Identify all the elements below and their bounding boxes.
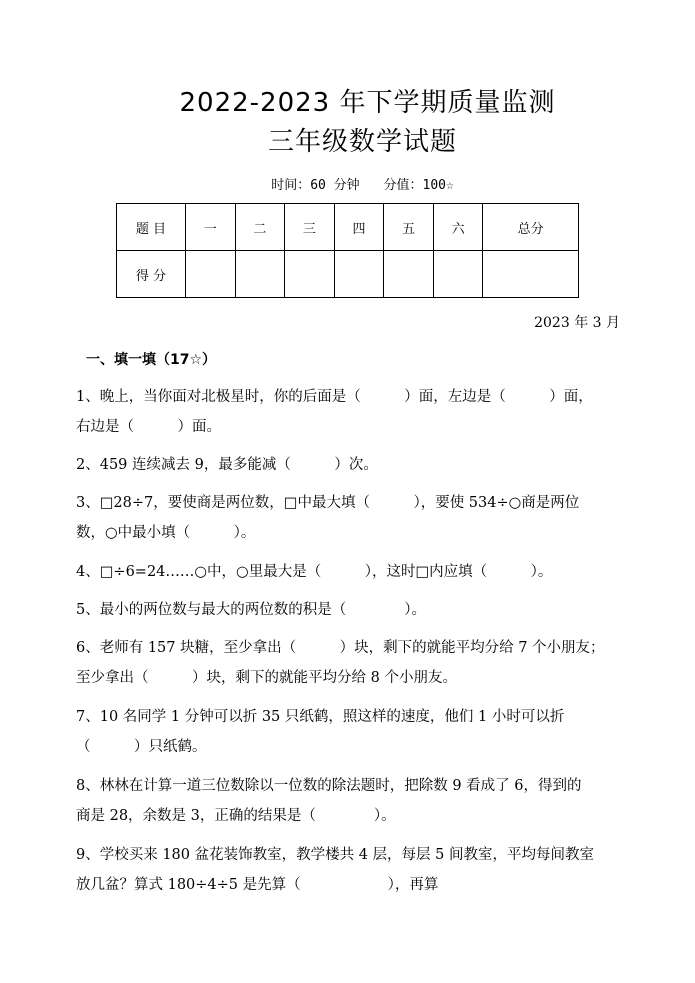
- question-line: 数，○中最小填（ ）。: [76, 525, 256, 541]
- question-line: 9、学校买来 180 盆花装饰教室，教学楼共 4 层，每层 5 间教室，平均每间教室: [76, 847, 595, 863]
- question-line: 放几盆？算式 180÷4÷5 是先算（ ），再算: [76, 877, 439, 893]
- question-7: [76, 702, 636, 762]
- header-cell: 二: [235, 204, 285, 251]
- question-line: 1、晚上，当你面对北极星时，你的后面是（ ）面，左边是（ ）面，: [76, 389, 593, 405]
- question-line: 4、□÷6=24……○中，○里最大是（ ），这时□内应填（ ）。: [76, 564, 553, 580]
- score-cell[interactable]: [285, 251, 335, 298]
- header-cell: 六: [433, 204, 483, 251]
- total-score: 分值：100☆: [383, 178, 454, 193]
- score-cell[interactable]: [384, 251, 434, 298]
- score-table-header-row: [117, 204, 579, 251]
- question-9: [76, 840, 636, 900]
- question-5: [76, 595, 636, 625]
- question-3: [76, 488, 636, 548]
- question-line: （ ）只纸鹤。: [76, 739, 207, 755]
- question-2: [76, 450, 636, 480]
- score-cell[interactable]: [483, 251, 579, 298]
- score-table: [116, 203, 579, 298]
- header-cell: 一: [186, 204, 236, 251]
- exam-meta: [0, 174, 695, 193]
- question-line: 5、最小的两位数与最大的两位数的积是（ ）。: [76, 602, 426, 618]
- question-line: 6、老师有 157 块糖，至少拿出（ ）块，剩下的就能平均分给 7 个小朋友；: [76, 640, 605, 656]
- question-line: 3、□28÷7，要使商是两位数，□中最大填（ ），要使 534÷○商是两位: [76, 495, 580, 511]
- header-cell: 总分: [483, 204, 579, 251]
- question-line: 8、林林在计算一道三位数除以一位数的除法题时，把除数 9 看成了 6，得到的: [76, 778, 582, 794]
- question-6: [76, 633, 636, 693]
- score-cell[interactable]: [235, 251, 285, 298]
- section-title: 一、填一填（17☆）: [86, 352, 217, 368]
- score-cell[interactable]: [433, 251, 483, 298]
- score-table-score-row: [117, 251, 579, 298]
- score-cell[interactable]: [186, 251, 236, 298]
- question-4: [76, 557, 636, 587]
- score-cell[interactable]: [334, 251, 384, 298]
- question-8: [76, 771, 636, 831]
- header-cell: 题 目: [117, 204, 186, 251]
- question-line: 商是 28，余数是 3，正确的结果是（ ）。: [76, 808, 396, 824]
- question-line: 右边是（ ）面。: [76, 419, 221, 435]
- exam-date: 2023 年 3 月: [534, 315, 620, 331]
- score-row-label: 得 分: [117, 251, 186, 298]
- question-line: 至少拿出（ ）块，剩下的就能平均分给 8 个小朋友。: [76, 670, 457, 686]
- time-limit: 时间：60 分钟: [271, 178, 360, 193]
- exam-title: 2022-2023 年下学期质量监测: [179, 88, 556, 118]
- question-1: [76, 382, 636, 442]
- header-cell: 四: [334, 204, 384, 251]
- header-cell: 三: [285, 204, 335, 251]
- exam-subtitle: 三年级数学试题: [267, 127, 457, 157]
- question-line: 2、459 连续减去 9，最多能减（ ）次。: [76, 457, 378, 473]
- header-cell: 五: [384, 204, 434, 251]
- question-line: 7、10 名同学 1 分钟可以折 35 只纸鹤，照这样的速度，他们 1 小时可以折: [76, 709, 565, 725]
